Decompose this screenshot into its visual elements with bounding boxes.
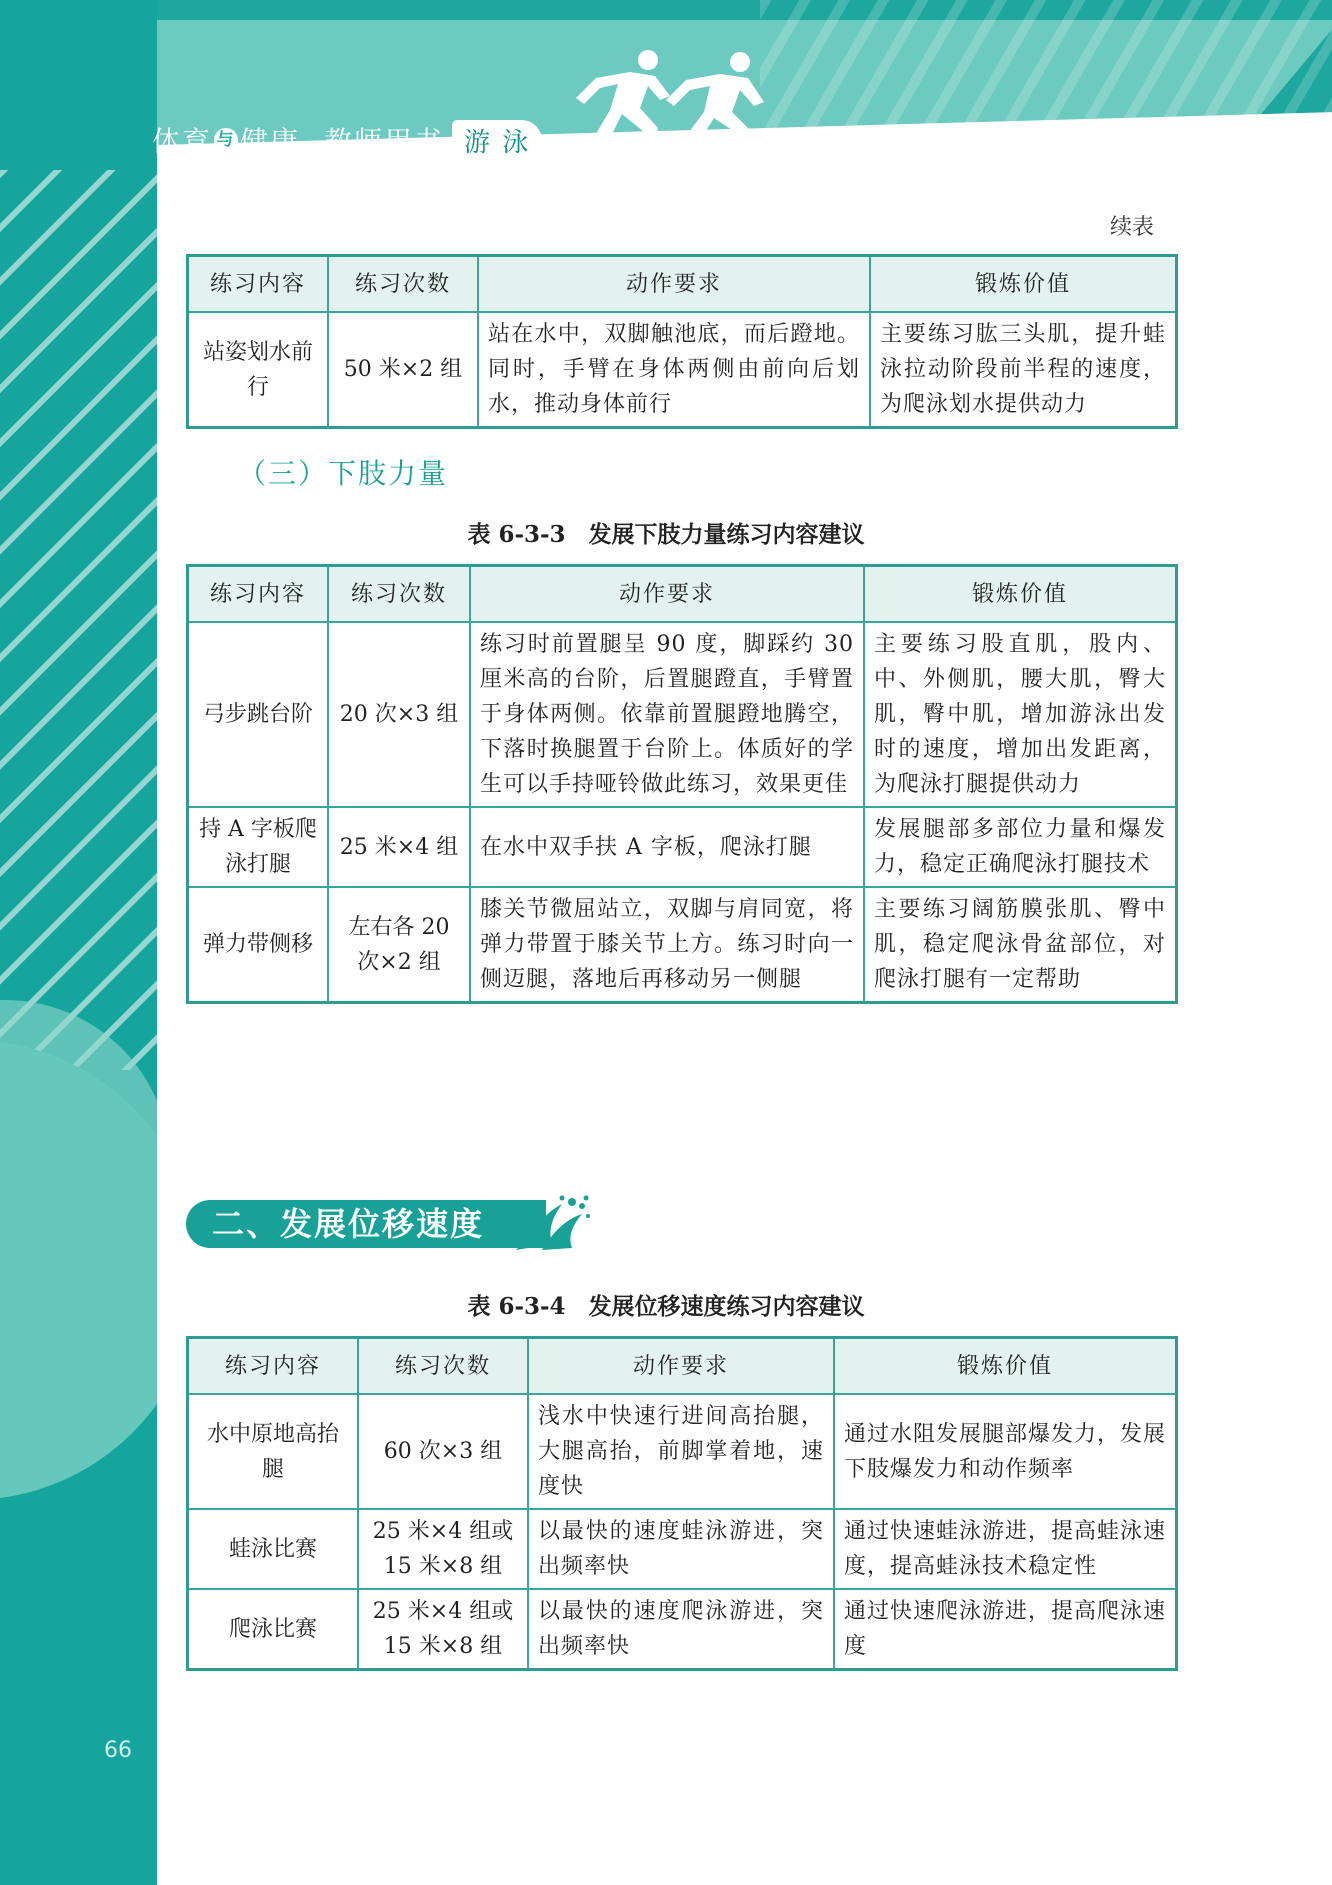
cell-content: 弹力带侧移: [188, 887, 329, 1003]
header-cell: 练习次数: [328, 566, 470, 623]
table-row: [188, 312, 1177, 428]
brand-part1: 体育: [152, 125, 213, 158]
left-decorative-band: [0, 0, 157, 1885]
table-header-row: [188, 1338, 1177, 1395]
continued-label: 续表: [1110, 215, 1155, 240]
cell-times: 25 米×4 组: [328, 807, 470, 887]
header-cell: 练习内容: [188, 566, 329, 623]
cell-times: 25 米×4 组或 15 米×8 组: [358, 1589, 528, 1670]
header-cell: 动作要求: [470, 566, 864, 623]
brand-yu-badge: 与: [214, 128, 238, 152]
cell-value: 主要练习肱三头肌，提升蛙泳拉动阶段前半程的速度，为爬泳划水提供动力: [870, 312, 1177, 428]
table-header-row: [188, 256, 1177, 313]
table-row: [188, 807, 1177, 887]
cell-value: 通过水阻发展腿部爆发力，发展下肢爆发力和动作频率: [834, 1394, 1177, 1509]
table-row: [188, 1509, 1177, 1589]
cell-requirement: 以最快的速度蛙泳游进，突出频率快: [528, 1509, 834, 1589]
cell-value: 通过快速爬泳游进，提高爬泳速度: [834, 1589, 1177, 1670]
brand-part3: 教师用书: [324, 125, 445, 158]
cell-times: 25 米×4 组或 15 米×8 组: [358, 1509, 528, 1589]
cell-content: 水中原地高抬腿: [188, 1394, 359, 1509]
cell-content: 站姿划水前行: [188, 312, 329, 428]
page-number: 66: [104, 1738, 132, 1763]
header-cell: 练习次数: [358, 1338, 528, 1395]
cell-value: 通过快速蛙泳游进，提高蛙泳速度，提高蛙泳技术稳定性: [834, 1509, 1177, 1589]
section-title: 二、发展位移速度: [186, 1200, 546, 1248]
table-row: [188, 1394, 1177, 1509]
cell-content: 爬泳比赛: [188, 1589, 359, 1670]
cell-times: 50 米×2 组: [328, 312, 478, 428]
cell-content: 弓步跳台阶: [188, 622, 329, 807]
table-6-3-3: [186, 564, 1178, 1004]
cell-content: 持 A 字板爬泳打腿: [188, 807, 329, 887]
cell-requirement: 以最快的速度爬泳游进，突出频率快: [528, 1589, 834, 1670]
cell-times: 60 次×3 组: [358, 1394, 528, 1509]
table-row: [188, 887, 1177, 1003]
header-cell: 练习次数: [328, 256, 478, 313]
cell-times: 20 次×3 组: [328, 622, 470, 807]
wave-icon: [512, 1194, 592, 1254]
cell-value: 发展腿部多部位力量和爆发力，稳定正确爬泳打腿技术: [864, 807, 1177, 887]
cell-requirement: 练习时前置腿呈 90 度，脚踩约 30 厘米高的台阶，后置腿蹬直，手臂置于身体两侧。依靠前置腿蹬地腾空，下落时换腿置于台阶上。体质好的学生可以手持哑铃做此练习，效果更佳: [470, 622, 864, 807]
cell-value: 主要练习阔筋膜张肌、臀中肌，稳定爬泳骨盆部位，对爬泳打腿有一定帮助: [864, 887, 1177, 1003]
header-cell: 锻炼价值: [870, 256, 1177, 313]
cell-requirement: 膝关节微屈站立，双脚与肩同宽，将弹力带置于膝关节上方。练习时向一侧迈腿，落地后再移动另一侧腿: [470, 887, 864, 1003]
cell-requirement: 站在水中，双脚触池底，而后蹬地。同时，手臂在身体两侧由前向后划水，推动身体前行: [478, 312, 870, 428]
table-row: [188, 622, 1177, 807]
header-cell: 练习内容: [188, 1338, 359, 1395]
cell-times: 左右各 20 次×2 组: [328, 887, 470, 1003]
header-cell: 锻炼价值: [864, 566, 1177, 623]
cell-content: 蛙泳比赛: [188, 1509, 359, 1589]
table-continued: [186, 254, 1178, 429]
runners-icon: [570, 48, 800, 163]
header-cell: 动作要求: [478, 256, 870, 313]
book-title: [152, 120, 542, 160]
table-caption: 表 6-3-4 发展位移速度练习内容建议: [467, 1293, 865, 1320]
table-row: [188, 1589, 1177, 1670]
cell-requirement: 在水中双手扶 A 字板，爬泳打腿: [470, 807, 864, 887]
header-cell: 动作要求: [528, 1338, 834, 1395]
table-header-row: [188, 566, 1177, 623]
cell-value: 主要练习股直肌，股内、中、外侧肌，腰大肌，臀大肌，臀中肌，增加游泳出发时的速度，增加出发距离，为爬泳打腿提供动力: [864, 622, 1177, 807]
left-circle: [0, 1040, 157, 1500]
brand-part2: 健康: [240, 125, 301, 158]
table-caption: 表 6-3-3 发展下肢力量练习内容建议: [467, 521, 865, 548]
cell-requirement: 浅水中快速行进间高抬腿，大腿高抬，前脚掌着地，速度快: [528, 1394, 834, 1509]
topic-tag: 游 泳: [452, 120, 542, 161]
table-6-3-4: [186, 1336, 1178, 1671]
header-cell: 练习内容: [188, 256, 329, 313]
header-cell: 锻炼价值: [834, 1338, 1177, 1395]
left-stripes: [0, 170, 157, 1070]
subsection-title: （三）下肢力量: [238, 457, 449, 490]
